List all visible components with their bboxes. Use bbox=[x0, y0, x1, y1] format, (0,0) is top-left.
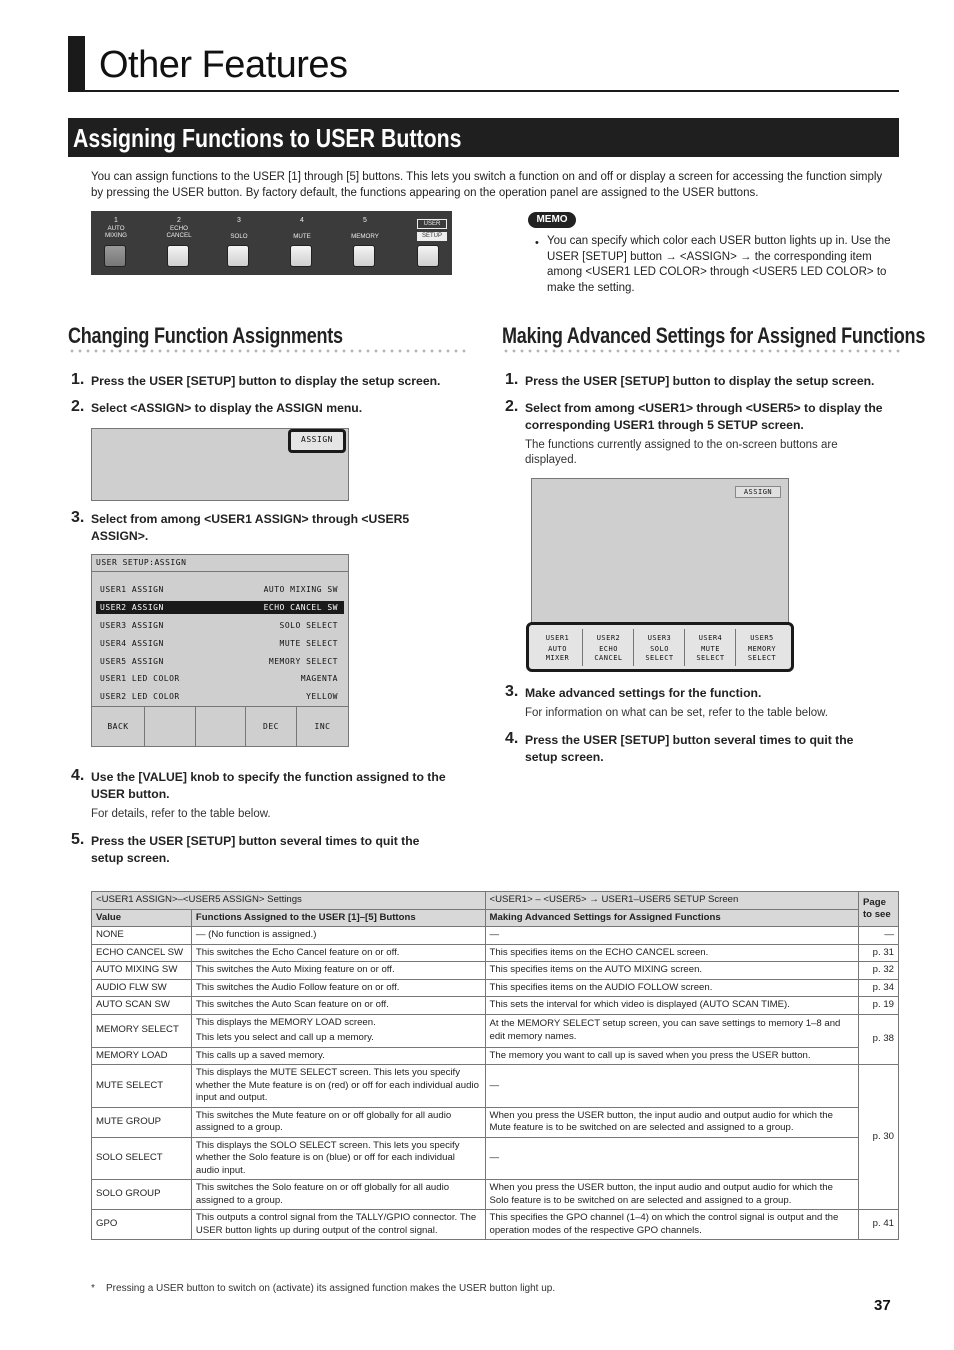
cell-function: This outputs a control signal from the TALLY/GPIO connector. The USER button lights up during output of the control signal. bbox=[191, 1210, 485, 1240]
cell-advanced: This specifies items on the AUDIO FOLLOW screen. bbox=[485, 979, 858, 997]
cell-page: — bbox=[858, 927, 898, 945]
table-row bbox=[92, 997, 899, 1015]
table-row bbox=[92, 1065, 899, 1108]
assign-button[interactable]: ASSIGN bbox=[735, 486, 781, 498]
right-step-note: The functions currently assigned to the on-screen buttons are displayed. bbox=[525, 439, 838, 466]
table-row bbox=[92, 979, 899, 997]
menu-row[interactable]: USER1 ASSIGN AUTO MIXING SW bbox=[100, 585, 338, 594]
user-setup-assign-screen bbox=[91, 554, 349, 747]
panel-key bbox=[167, 245, 189, 267]
cell-value: ECHO CANCEL SW bbox=[92, 944, 192, 962]
cell-value: MUTE GROUP bbox=[92, 1107, 192, 1137]
footnote: * Pressing a USER button to switch on (activate) its assigned function makes the USER button light up. bbox=[91, 1283, 556, 1294]
panel-button-label: ECHO CANCEL bbox=[166, 225, 192, 239]
cell-advanced: When you press the USER button, the input audio and output audio for which the Mute feature is to be switched on are selected and assigned to a group. bbox=[485, 1107, 858, 1137]
left-step-number: 5. bbox=[71, 831, 85, 848]
right-heading: Making Advanced Settings for Assigned Functions bbox=[502, 323, 926, 348]
inc-button[interactable]: INC bbox=[314, 722, 331, 731]
cell-function: This displays the MUTE SELECT screen. This lets you specify whether the Mute feature is on (red) or off for each individual audio input and output. bbox=[191, 1065, 485, 1108]
section-intro: You can assign functions to the USER [1] through [5] buttons. This lets you switch a function on and off or display a screen for accessing the function simply by pressing the USER button. By factory default, the functions appearing on the operation panel are assigned to the USER buttons. bbox=[91, 171, 883, 199]
setup-key bbox=[417, 245, 439, 267]
panel-button-number: 5 bbox=[363, 217, 367, 224]
cell-value: NONE bbox=[92, 927, 192, 945]
col-advanced-header: Making Advanced Settings for Assigned Functions bbox=[485, 909, 858, 927]
chapter-bar bbox=[68, 36, 85, 91]
left-step-number: 2. bbox=[71, 398, 85, 415]
right-heading-rule bbox=[502, 349, 900, 353]
panel-button-label: MEMORY bbox=[351, 233, 379, 240]
menu-row-selected[interactable]: USER2 ASSIGN ECHO CANCEL SW bbox=[96, 601, 344, 614]
screen-button-bar bbox=[92, 706, 348, 746]
memo-tag: MEMO bbox=[528, 212, 576, 228]
menu-row[interactable]: USER4 ASSIGN MUTE SELECT bbox=[100, 639, 338, 648]
panel-key bbox=[104, 245, 126, 267]
table-row bbox=[92, 962, 899, 980]
screen-header: USER SETUP:ASSIGN bbox=[92, 555, 348, 572]
cell-page: p. 31 bbox=[858, 944, 898, 962]
assign-button[interactable]: ASSIGN bbox=[288, 429, 346, 453]
cell-advanced: — bbox=[485, 1065, 858, 1108]
table-row bbox=[92, 944, 899, 962]
cell-value: SOLO GROUP bbox=[92, 1180, 192, 1210]
cell-value: AUTO SCAN SW bbox=[92, 997, 192, 1015]
left-step-number: 4. bbox=[71, 767, 85, 784]
panel-button-1 bbox=[91, 211, 141, 275]
left-step-note: For details, refer to the table below. bbox=[91, 808, 271, 820]
cell-function: This switches the Mute feature on or off globally for all audio assigned to a group. bbox=[191, 1107, 485, 1137]
table-row bbox=[92, 1137, 899, 1180]
right-step-text: Make advanced settings for the function. bbox=[525, 686, 762, 700]
user-button-strip bbox=[526, 622, 794, 672]
cell-advanced: — bbox=[485, 927, 858, 945]
left-step-text: Use the [VALUE] knob to specify the function assigned to the USER button. bbox=[91, 770, 446, 801]
cell-function: This switches the Auto Mixing feature on or off. bbox=[191, 962, 485, 980]
cell-function: This displays the SOLO SELECT screen. This lets you specify whether the Solo feature is on (blue) or off for each individual audio input. bbox=[191, 1137, 485, 1180]
cell-page: p. 19 bbox=[858, 997, 898, 1015]
table-group2-header: <USER1> – <USER5> → USER1–USER5 SETUP Screen bbox=[485, 892, 858, 910]
left-step-text: Select from among <USER1 ASSIGN> through <USER5 ASSIGN>. bbox=[91, 512, 410, 543]
right-step-text: Press the USER [SETUP] button to display the setup screen. bbox=[525, 374, 875, 388]
memo-text: You can specify which color each USER button lights up in. Use the USER [SETUP] button → <ASSIGN> → the corresponding item among <USER1 LED COLOR> through <USER5 LED COLOR> to make the setting. bbox=[547, 235, 891, 294]
table-row bbox=[92, 1047, 899, 1065]
panel-button-number: 4 bbox=[300, 217, 304, 224]
panel-key bbox=[290, 245, 312, 267]
table-group-header bbox=[92, 892, 899, 910]
table-group1-header: <USER1 ASSIGN>–<USER5 ASSIGN> Settings bbox=[92, 892, 486, 910]
cell-value: MEMORY SELECT bbox=[92, 1014, 192, 1047]
memo-bullet: • bbox=[535, 237, 539, 249]
screen-user5-button[interactable]: USER5 MEMORY SELECT bbox=[747, 634, 777, 662]
panel-button-3 bbox=[214, 211, 264, 275]
table-row bbox=[92, 1014, 899, 1047]
screen-user1-button[interactable]: USER1 AUTO MIXER bbox=[533, 629, 583, 666]
blank-button[interactable] bbox=[196, 707, 246, 747]
left-step-number: 3. bbox=[71, 509, 85, 526]
cell-value: AUDIO FLW SW bbox=[92, 979, 192, 997]
panel-button-4 bbox=[277, 211, 327, 275]
right-step-note: For information on what can be set, refer to the table below. bbox=[525, 707, 829, 719]
page-number: 37 bbox=[874, 1297, 891, 1314]
panel-button-2 bbox=[154, 211, 204, 275]
right-step-text: Select from among <USER1> through <USER5> to display the corresponding USER1 through 5 SETUP screen. bbox=[525, 401, 883, 432]
function-table bbox=[91, 891, 899, 1240]
cell-value: GPO bbox=[92, 1210, 192, 1240]
panel-button-label: SOLO bbox=[230, 233, 248, 240]
panel-button-label: MUTE bbox=[293, 233, 311, 240]
right-step-number: 4. bbox=[505, 730, 519, 747]
screen-user4-button[interactable]: USER4 MUTE SELECT bbox=[686, 629, 736, 666]
cell-advanced: — bbox=[485, 1137, 858, 1180]
user-badge: USER bbox=[417, 219, 447, 229]
cell-advanced: This sets the interval for which video is displayed (AUTO SCAN TIME). bbox=[485, 997, 858, 1015]
left-step-text: Press the USER [SETUP] button to display the setup screen. bbox=[91, 374, 441, 388]
cell-advanced: At the MEMORY SELECT setup screen, you can save settings to memory 1–8 and edit memory names. bbox=[485, 1014, 858, 1047]
cell-function: This calls up a saved memory. bbox=[191, 1047, 485, 1065]
chapter-rule bbox=[68, 90, 899, 92]
cell-advanced: When you press the USER button, the input audio and output audio for which the Solo feature is to be switched on are selected and assigned to a group. bbox=[485, 1180, 858, 1210]
cell-advanced: This specifies items on the AUTO MIXING screen. bbox=[485, 962, 858, 980]
cell-value: SOLO SELECT bbox=[92, 1137, 192, 1180]
cell-page: p. 34 bbox=[858, 979, 898, 997]
screen-user2-button[interactable]: USER2 ECHO CANCEL bbox=[584, 629, 634, 666]
cell-function: — (No function is assigned.) bbox=[191, 927, 485, 945]
section-title: Assigning Functions to USER Buttons bbox=[73, 123, 462, 153]
table-row bbox=[92, 927, 899, 945]
cell-page: p. 30 bbox=[858, 1065, 898, 1210]
panel-button-5 bbox=[340, 211, 390, 275]
right-step-number: 1. bbox=[505, 371, 519, 388]
right-step-number: 3. bbox=[505, 683, 519, 700]
user-button-panel bbox=[91, 211, 452, 275]
screen-user3-button[interactable]: USER3 SOLO SELECT bbox=[635, 629, 685, 666]
menu-row[interactable]: USER2 LED COLOR YELLOW bbox=[100, 692, 338, 701]
cell-function: This switches the Auto Scan feature on or off. bbox=[191, 997, 485, 1015]
blank-button[interactable] bbox=[145, 707, 196, 747]
panel-button-number: 2 bbox=[177, 217, 181, 224]
cell-page: p. 32 bbox=[858, 962, 898, 980]
cell-function: This switches the Audio Follow feature on or off. bbox=[191, 979, 485, 997]
col-function-header: Functions Assigned to the USER [1]–[5] Buttons bbox=[191, 909, 485, 927]
panel-key bbox=[353, 245, 375, 267]
cell-advanced: The memory you want to call up is saved when you press the USER button. bbox=[485, 1047, 858, 1065]
back-button[interactable]: BACK bbox=[92, 707, 145, 747]
left-step-number: 1. bbox=[71, 371, 85, 388]
cell-function: This switches the Solo feature on or off globally for all audio assigned to a group. bbox=[191, 1180, 485, 1210]
cell-advanced: This specifies the GPO channel (1–4) on which the control signal is output and the operation modes of the respective GPO channels. bbox=[485, 1210, 858, 1240]
dec-button[interactable]: DEC bbox=[246, 707, 297, 747]
menu-row[interactable]: USER5 ASSIGN MEMORY SELECT bbox=[100, 657, 338, 666]
cell-value: AUTO MIXING SW bbox=[92, 962, 192, 980]
setup-badge: SETUP bbox=[417, 232, 447, 241]
left-heading: Changing Function Assignments bbox=[68, 323, 343, 348]
left-heading-rule bbox=[68, 349, 468, 353]
chapter-title: Other Features bbox=[99, 44, 348, 86]
right-step-number: 2. bbox=[505, 398, 519, 415]
table-page-header: Page to see bbox=[858, 892, 898, 927]
panel-button-label: AUTO MIXING bbox=[104, 225, 127, 239]
panel-key bbox=[227, 245, 249, 267]
cell-function: This switches the Echo Cancel feature on or off. bbox=[191, 944, 485, 962]
cell-advanced: This specifies items on the ECHO CANCEL screen. bbox=[485, 944, 858, 962]
left-step-text: Select <ASSIGN> to display the ASSIGN menu. bbox=[91, 401, 363, 415]
col-value-header: Value bbox=[92, 909, 192, 927]
table-row bbox=[92, 1180, 899, 1210]
cell-function: This displays the MEMORY LOAD screen. This lets you select and call up a memory. bbox=[191, 1014, 485, 1047]
table-column-header bbox=[92, 909, 899, 927]
menu-row[interactable]: USER3 ASSIGN SOLO SELECT bbox=[100, 621, 338, 630]
table-row bbox=[92, 1210, 899, 1240]
cell-page: p. 38 bbox=[858, 1014, 898, 1065]
cell-value: MEMORY LOAD bbox=[92, 1047, 192, 1065]
menu-row[interactable]: USER1 LED COLOR MAGENTA bbox=[100, 674, 338, 683]
cell-page: p. 41 bbox=[858, 1210, 898, 1240]
table-row bbox=[92, 1107, 899, 1137]
left-step-text: Press the USER [SETUP] button several times to quit the setup screen. bbox=[91, 834, 420, 865]
right-step-text: Press the USER [SETUP] button several times to quit the setup screen. bbox=[525, 733, 854, 764]
panel-button-number: 3 bbox=[237, 217, 241, 224]
cell-value: MUTE SELECT bbox=[92, 1065, 192, 1108]
panel-button-number: 1 bbox=[114, 217, 118, 224]
